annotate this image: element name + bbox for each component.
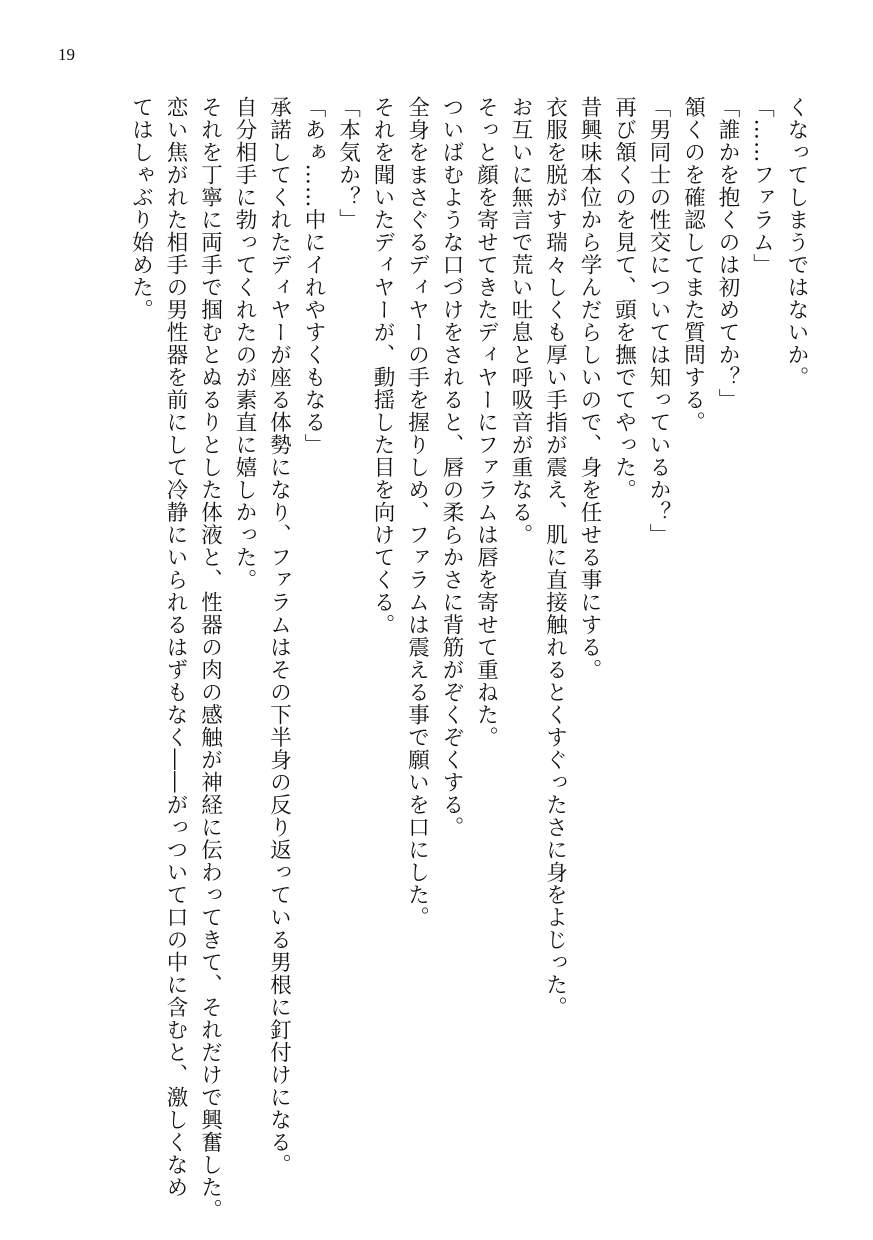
- text-line: 「男同士の性交については知っているか？」: [646, 96, 671, 546]
- text-line: ついばむような口づけをされると、唇の柔らかさに背筋がぞくぞくする。: [439, 96, 464, 839]
- text-line: それを聞いたディヤーが、動揺した目を向けてくる。: [370, 96, 395, 636]
- text-line: 承諾してくれたディヤーが座る体勢になり、ファラムはその下半身の反り返っている男根に釘付けになる。: [266, 96, 292, 1176]
- text-line: お互いに無言で荒い吐息と呼吸音が重なる。: [508, 96, 533, 546]
- page-number: 19: [58, 45, 75, 64]
- text-line: 恋い焦がれた相手の男性器を前にして冷静にいられるはずもなく――がっついて口の中に含むと、激しくなめ: [163, 96, 188, 1199]
- text-line: 再び頷くのを見て、頭を撫でてやった。: [611, 96, 637, 501]
- text-line: 「誰かを抱くのは初めてか？」: [715, 96, 740, 411]
- text-line: 「あぁ……中にイれやすくもなる」: [301, 96, 326, 456]
- vertical-text-body: [38, 96, 813, 1221]
- text-line: くなってしまうではないか。: [784, 96, 809, 389]
- text-line: 「本気か？」: [335, 96, 361, 231]
- text-line: 全身をまさぐるディヤーの手を握りしめ、ファラムは震える事で願いを口にした。: [404, 96, 430, 929]
- text-line: 頷くのを確認してまた質問する。: [680, 96, 706, 434]
- text-line: てはしゃぶり始めた。: [128, 96, 154, 321]
- text-line: 衣服を脱がす瑞々しくも厚い手指が震え、肌に直接触れるとくすぐったさに身をよじった。: [542, 96, 568, 1019]
- text-line: 自分相手に勃ってくれたのが素直に嬉しかった。: [232, 96, 257, 591]
- text-line: 「……ファラム」: [749, 96, 775, 276]
- text-line: それを丁寧に両手で掴むとぬるりとした体液と、性器の肉の感触が神経に伝わってきて、それだけで興奮した。: [197, 96, 223, 1221]
- text-line: そっと顔を寄せてきたディヤーにファラムは唇を寄せて重ねた。: [473, 96, 499, 749]
- text-line: 昔興味本位から学んだらしいので、身を任せる事にする。: [577, 96, 602, 681]
